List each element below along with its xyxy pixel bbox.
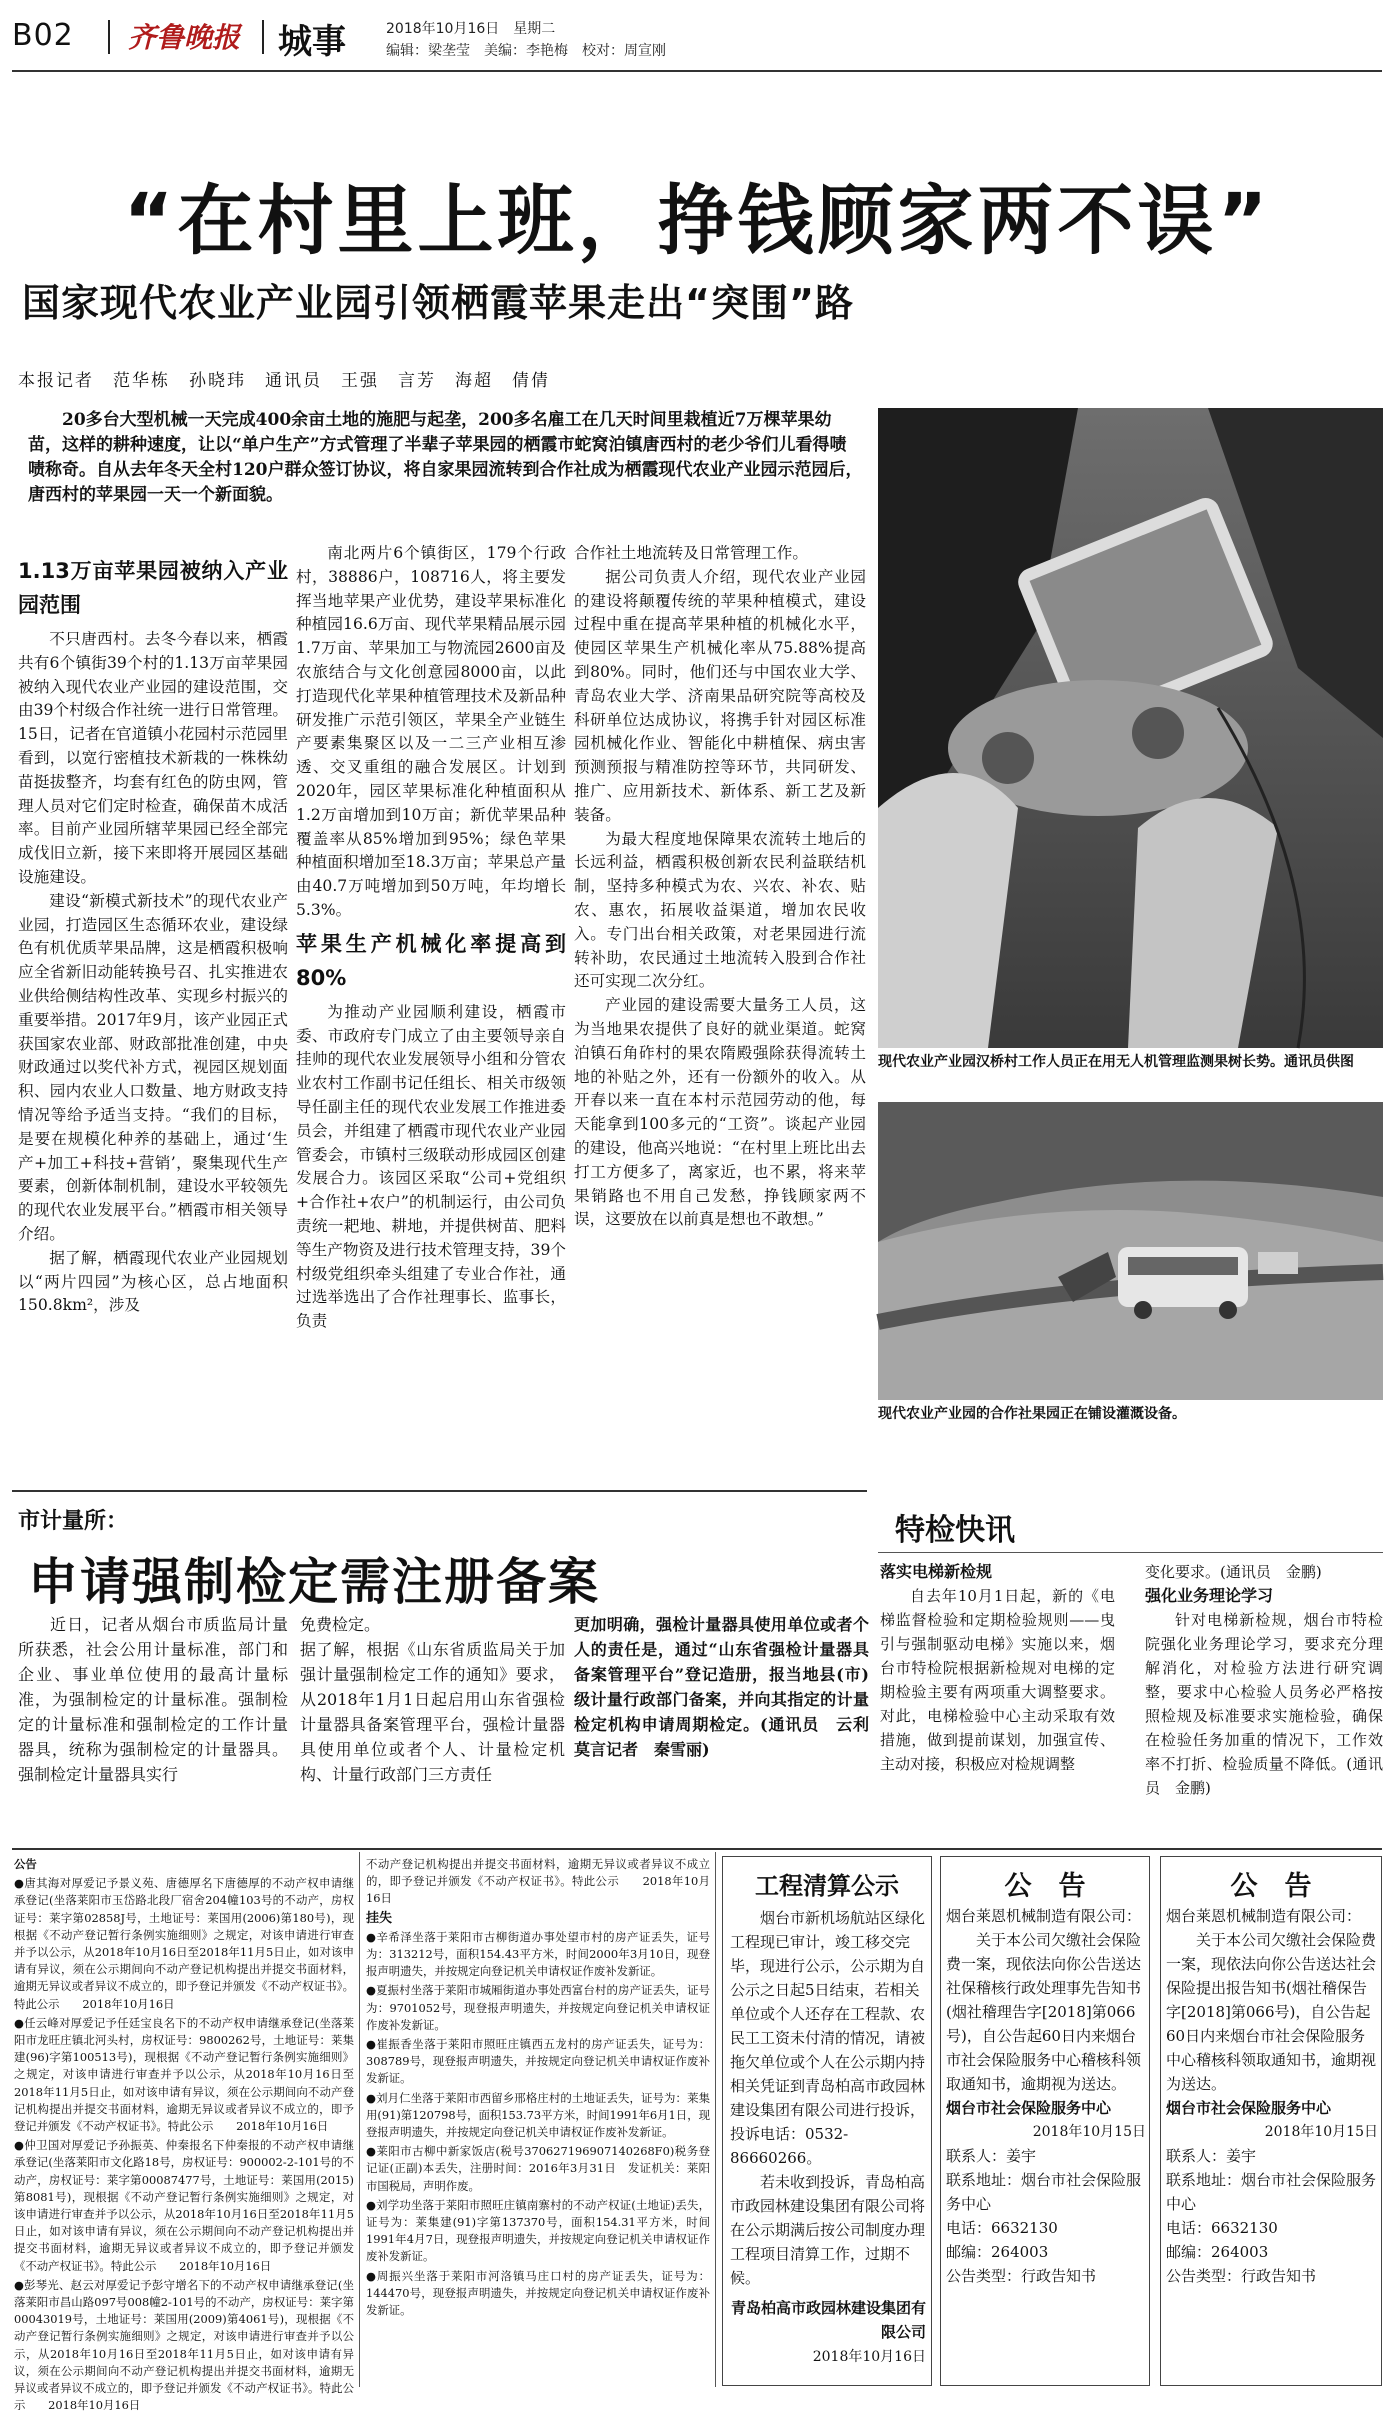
photo-drone-image (878, 408, 1383, 1048)
contact-address: 联系地址：烟台市社会保险服务中心 (1166, 2171, 1377, 2213)
header-meta (386, 18, 666, 62)
photo-irrigation (878, 1102, 1383, 1400)
notice-a-body (946, 1904, 1146, 2384)
story-tag: 特检快讯 (895, 1513, 1015, 1548)
story3-column-1 (880, 1560, 1115, 1840)
notice-signature: 烟台市社会保险服务中心 (1166, 2099, 1332, 2117)
header-divider (262, 20, 264, 54)
article-column-2 (296, 542, 566, 1485)
column-divider (715, 1852, 716, 2387)
paragraph: 若未收到投诉，青岛柏高市政园林建设集团有限公司将在公示期满后按公司制度办理工程项目清算工作，过期不候。 (730, 2173, 926, 2287)
section-heading: 1.13万亩苹果园被纳入产业园范围 (18, 559, 288, 617)
classified-heading: 挂失 (366, 1910, 393, 1926)
paragraph: 产业园的建设需要大量务工人员，这为当地果农提供了良好的就业渠道。蛇窝泊镇石角砟村的果农隋殿强除获得流转土地的补贴之外，还有一份额外的收入。从开春以来一直在本村示范园劳动的他，每天能拿到100多元的“工资”。谈起产业园的建设，他高兴地说：“在村里上班比出去打工方便多了，离家近，也不累，将来苹果销路也不用自己发愁，挣钱顾家两不误，这要放在以前真是想也不敢想。” (574, 996, 866, 1229)
classified-item: 不动产登记机构提出并提交书面材料，逾期无异议或者异议不成立的，即予登记并颁发《不动产权证书》。特此公示 2018年10月16日 (366, 1857, 710, 1906)
lead-paragraph: 20多台大型机械一天完成400余亩土地的施肥与起垄，200多名雇工在几天时间里栽植近7万棵苹果幼苗，这样的耕种速度，让以“单户生产”方式管理了半辈子苹果园的栖霞市蛇窝泊镇唐西村的老少爷们儿看得啧啧称奇。自从去年冬天全村120户群众签订协议，将自家果园流转到合作社成为栖霞现代农业产业园示范园后，唐西村的苹果园一天一个新面貌。 (28, 410, 863, 505)
notice-date: 2018年10月15日 (1032, 2124, 1146, 2140)
section-name: 城事 (278, 22, 346, 62)
sub-headline: 国家现代农业产业园引领栖霞苹果走出“突围”路 (22, 281, 854, 325)
contact-phone: 电话：6632130 (1166, 2219, 1278, 2237)
contact-person: 联系人：姜宇 (946, 2147, 1037, 2165)
paragraph: 为推动产业园顺利建设，栖霞市委、市政府专门成立了由主要领导亲自挂帅的现代农业发展领导小组和分管农业农村工作副书记任组长、相关市级领导任副主任的现代农业发展工作推进委员会，并组建了栖霞市现代农业产业园管委会，市镇村三级联动形成园区创建发展合力。该园区采取“公司+党组织+合作社+农户”的机制运行，由公司负责统一耙地、耕地，并提供树苗、肥料等生产物资及进行技术管理支持，39个村级党组织牵头组建了专业合作社，通过选举选出了合作社理事长、监事长，负责 (296, 1002, 566, 1331)
issue-date: 2018年10月16日 星期二 (386, 21, 556, 37)
paragraph: 更加明确，强检计量器具使用单位或者个人的责任是，通过“山东省强检计量器具备案管理平台”登记造册，报当地县(市)级计量行政部门备案，并向其指定的计量检定机构申请周期检定。(通讯员 云利 莫言记者 秦雪丽) (574, 1615, 886, 1759)
photo-caption: 现代农业产业园的合作社果园正在铺设灌溉设备。 (878, 1406, 1186, 1422)
column-divider (359, 1852, 360, 2387)
classified-item: ●仲卫国对厚爱记予孙振英、仲秦报名下仲秦报的不动产权申请继承登记(坐落莱阳市文化路18号，房权证号：900002-2-101号的不动产，房权证号：莱字第00087477号，土地证号：莱国用(2015)第8081号)，现根据《不动产登记暂行条例实施细则》之规定，对该申请进行审查并予以公示，从2018年10月16日至2018年11月5日止，如对该申请有异议，须在公示期间向不动产登记机构提出并提交书面材料，逾期无异议或者异议不成立的，即予登记并颁发《不动产权证书》。特此公示 2018年10月16日 (14, 2138, 354, 2273)
contact-phone: 电话：6632130 (946, 2219, 1058, 2237)
classified-item: ●辛希泽坐落于莱阳市古柳街道办事处望市村的房产证丢失，证号为：313212号，面积154.43平方米，时间2000年3月10日，现登报声明遗失，并按规定向登记机关申请权证作废补发新证。 (366, 1929, 710, 1979)
classified-item: ●刘学功坐落于莱阳市照旺庄镇南寨村的不动产权证(土地证)丢失，证号为：莱集建(91)字第137370号，面积154.31平方米，时间1991年4月7日，现登报声明遗失，并按规定向登记机关申请权证作废补发新证。 (366, 2197, 710, 2264)
paragraph: 烟台市新机场航站区绿化工程现已审计，竣工移交完毕，现进行公示，公示期为自公示之日起5日结束，若相关单位或个人还存在工程款、农民工工资未付清的情况，请被拖欠单位或个人在公示期内持相关凭证到青岛柏高市政园林建设集团有限公司进行投诉，投诉电话：0532-86660266。 (730, 1909, 926, 2167)
classified-item: ●周振兴坐落于莱阳市河洛镇马庄口村的房产证丢失，证号为：144470号，现登报声明遗失，并按规定向登记机关申请权证作废补发新证。 (366, 2268, 710, 2318)
contact-person: 联系人：姜宇 (1166, 2147, 1257, 2165)
paragraph: 针对电梯新检规，烟台市特检院强化业务理论学习，要求充分理解消化，对检验方法进行研究调整，要求中心检验人员务必严格按照检规及标准要求实施检验，确保在检验任务加重的情况下，工作效率不打折、检验质量不降低。(通讯员 金鹏) (1145, 1611, 1383, 1797)
section-rule (12, 1848, 1382, 1850)
notice-type: 公告类型：行政告知书 (1166, 2267, 1317, 2285)
paragraph: 合作社土地流转及日常管理工作。 (574, 544, 808, 562)
notice-title: 工程清算公示 (755, 1872, 899, 1900)
paragraph: 建设“新模式新技术”的现代农业产业园，打造园区生态循环农业，建设绿色有机优质苹果品牌，这是栖霞积极响应全省新旧动能转换号召、扎实推进农业供给侧结构性改革、实现乡村振兴的重要举措。2017年9月，该产业园正式获国家农业部、财政部批准创建，中央财政通过以奖代补方式，视园区规划面积、园内农业人口数量、地方财政支持情况等给予适当支持。“我们的目标，是要在规模化种养的基础上，通过‘生产+加工+科技+营销’，聚集现代生产要素，创新体制机制，建设水平较领先的现代农业发展平台。”栖霞市相关领导介绍。 (18, 891, 288, 1243)
editor-credits: 编辑：梁垄莹 美编：李艳梅 校对：周宣刚 (386, 43, 666, 59)
photo-irrigation-image (878, 1102, 1383, 1400)
notice-date: 2018年10月15日 (1264, 2124, 1378, 2140)
notice-title: 公 告 (1230, 1871, 1312, 1902)
sub-heading: 强化业务理论学习 (1145, 1586, 1274, 1605)
paragraph: 免费检定。 据了解，根据《山东省质监局关于加强计量强制检定工作的通知》要求，从2018年1月1日起启用山东省强检计量器具备案管理平台，强检计量器具使用单位或者个人、计量检定机构、计量行政部门三方责任 (300, 1615, 565, 1784)
notice-title: 公 告 (1004, 1871, 1086, 1902)
paragraph: 为最大程度地保障果农流转土地后的长远利益，栖霞积极创新农民利益联结机制，坚持多种模式为农、兴农、补农、贴农、惠农，拓展收益渠道，增加农民收入。专门出台相关政策，对老果园进行流转补助，农民通过土地流转入股到合作社还可实现二次分红。 (574, 829, 866, 991)
notice-date: 2018年10月16日 (812, 2349, 926, 2365)
paragraph: 变化要求。(通讯员 金鹏) (1145, 1563, 1322, 1581)
classified-item: ●崔振香坐落于莱阳市照旺庄镇西五龙村的房产证丢失，证号为：308789号，现登报声明遗失，并按规定向登记机关申请权证作废补发新证。 (366, 2037, 710, 2086)
paragraph: 南北两片6个镇街区，179个行政村，38886户，108716人，将主要发挥当地苹果产业优势，建设苹果标准化种植园16.6万亩、现代苹果精品展示园1.7万亩、苹果加工与物流园2600亩及农旅结合与文化创意园8000亩，以此打造现代化苹果种植管理技术及新品种研发推广示范引领区，苹果全产业链生产要素集聚区以及一二三产业相互渗透、交叉重组的融合发展区。计划到2020年，园区苹果标准化种植面积从1.2万亩增加到10万亩；新优苹果品种覆盖率从85%增加到95%；绿色苹果种植面积增加至18.3万亩；苹果总产量由40.7万吨增加到50万吨，年均增长5.3%。 (296, 544, 566, 919)
notice-signature: 烟台市社会保险服务中心 (946, 2099, 1112, 2117)
classified-item: ●彭琴光、赵云对厚爱记予彭守增名下的不动产权申请继承登记(坐落莱阳市昌山路097号008幢2-101号的不动产，房权证号：莱字第00043019号，土地证号：莱国用(2009)第4061号)，现根据《不动产登记暂行条例实施细则》之规定，对该申请进行审查并予以公示，从2018年10月16日至2018年11月5日止，如对该申请有异议，须在公示期间向不动产登记机构提出并提交书面材料，逾期无异议或者异议不成立的，即予登记并颁发《不动产权证书》。特此公示 2018年10月16日 (14, 2277, 354, 2413)
paragraph: 关于本公司欠缴社会保险费一案，现依法向你公告送达社保稽核行政处理事先告知书(烟社稽理告字[2018]第066号)，自公告起60日内来烟台市社会保险服务中心稽核科领取通知书，逾期视为送达。 (946, 1931, 1142, 2093)
paragraph: 关于本公司欠缴社会保险费一案，现依法向你公告送达社会保险提出报告知书(烟社稽保告字[2018]第066号)，自公告起60日内来烟台市社会保险服务中心稽核科领取通知书，逾期视为送达。 (1166, 1931, 1377, 2093)
section-rule (12, 1490, 867, 1492)
notice-body (730, 1906, 926, 2286)
classified-item: ●刘月仁坐落于莱阳市西留乡邢格庄村的土地证丢失，证号为：莱集用(91)第120798号，面积153.73平方米，时间1991年6月1日，现登报声明遗失，并按规定向登记机关申请权证作废补发新证。 (366, 2090, 710, 2140)
header-rule (12, 70, 1382, 72)
contact-postcode: 邮编：264003 (946, 2243, 1049, 2261)
page-number: B02 (12, 18, 74, 53)
classified-heading: 公告 (14, 1857, 37, 1871)
article-column-3 (574, 542, 866, 1485)
paragraph: 近日，记者从烟台市质监局计量所获悉，社会公用计量标准，部门和企业、事业单位使用的最高计量标准，为强制检定的计量标准。强制检定的计量标准和强制检定的工作计量器具，统称为强制检定的计量器具。强制检定计量器具实行 (18, 1615, 288, 1784)
paragraph: 据了解，栖霞现代农业产业园规划以“两片四园”为核心区，总占地面积150.8km²，涉及 (18, 1248, 288, 1315)
notice-b-body (1166, 1904, 1378, 2384)
story-title: 申请强制检定需注册备案 (28, 1553, 600, 1611)
photo-drone-controller (878, 408, 1383, 1048)
paragraph: 不只唐西村。去冬今春以来，栖霞共有6个镇街39个村的1.13万亩苹果园被纳入现代农业产业园的建设范围，交由39个村级合作社统一进行日常管理。15日，记者在官道镇小花园村示范园里看到，以宽行密植技术新栽的一株株幼苗挺拔整齐，均套有红色的防虫网，管理人员对它们定时检查，确保苗木成活率。目前产业园所辖苹果园已经全部完成伐旧立新，接下来即将开展园区基础设施建设。 (18, 630, 288, 886)
main-headline: “在村里上班，挣钱顾家两不误” (123, 176, 1272, 265)
classified-item: ●夏振村坐落于莱阳市城厢街道办事处西富台村的房产证丢失，证号为：9701052号，现登报声明遗失，并按规定向登记机关申请权证作废补发新证。 (366, 1983, 710, 2032)
story-tag: 市计量所： (18, 1509, 129, 1534)
paragraph: 据公司负责人介绍，现代农业产业园的建设将颠覆传统的苹果种植模式，建设过程中重在提高苹果种植的机械化水平，使园区苹果生产机械化率从75.88%提高到80%。同时，他们还与中国农业大学、青岛农业大学、济南果品研究院等高校及科研单位达成协议，将携手针对园区标准园机械化作业、智能化中耕植保、病虫害预测预报与精准防控等环节，共同研发、推广、应用新技术、新体系、新工艺及新装备。 (574, 567, 866, 824)
article-column-1 (18, 550, 288, 1485)
story2-column-3 (574, 1612, 886, 1837)
contact-address: 联系地址：烟台市社会保险服务中心 (946, 2171, 1142, 2213)
classified-item: ●唐其海对厚爱记予景义苑、唐德厚名下唐德厚的不动产权申请继承登记(坐落莱阳市玉岱路北段厂宿舍204幢103号的不动产，房权证号：莱字第02858J号，土地证号：莱国用(2006)第180号)，现根据《不动产登记暂行条例实施细则》之规定，对该申请进行审查并予以公示，从2018年10月16日至2018年11月5日止，如对该申请有异议，须在公示期间向不动产登记机构提出并提交书面材料，逾期无异议或者异议不成立的，即予登记并颁发《不动产权证书》。特此公示 2018年10月16日 (14, 1876, 354, 2011)
classified-item: ●任云峰对厚爱记予任廷宝良名下的不动产权申请继承登记(坐落莱阳市龙旺庄镇北河头村，房权证号：9800262号，土地证号：莱集建(96)字第100513号)，现根据《不动产登记暂行条例实施细则》之规定，对该申请进行审查并予以公示，从2018年10月16日至2018年11月5日止，如对该申请有异议，须在公示期间向不动产登记机构提出并提交书面材料，逾期无异议或者异议不成立的，即予登记并颁发《不动产权证书》。特此公示 2018年10月16日 (14, 2015, 354, 2134)
notice-recipient: 烟台莱恩机械制造有限公司： (946, 1907, 1142, 1925)
notice-signature: 青岛柏高市政园林建设集团有限公司 (730, 2299, 926, 2341)
story2-column-1 (18, 1612, 288, 1837)
notice-recipient: 烟台莱恩机械制造有限公司： (1166, 1907, 1362, 1925)
section-rule (878, 1552, 1383, 1553)
classified-item: ●莱阳市古柳中新家饭店(税号370627196907140268F0)税务登记证(正副)本丢失，注册时间：2016年3月31日 发证机关：莱阳市国税局，声明作废。 (366, 2144, 710, 2193)
story2-column-2 (300, 1612, 565, 1837)
contact-postcode: 邮编：264003 (1166, 2243, 1269, 2261)
header-divider (108, 20, 110, 54)
section-heading: 苹果生产机械化率提高到80% (296, 931, 566, 990)
newspaper-logo: 齐鲁晚报 (128, 21, 241, 54)
paragraph: 自去年10月1日起，新的《电梯监督检验和定期检验规则——曳引与强制驱动电梯》实施以来，烟台市特检院根据新检规对电梯的定期检验主要有两项重大调整要求。对此，电梯检验中心主动采取有效措施，做到提前谋划，加强宣传、主动对接，积极应对检规调整 (880, 1587, 1115, 1773)
notice-type: 公告类型：行政告知书 (946, 2267, 1097, 2285)
classifieds-column-1 (14, 1856, 354, 2413)
byline: 本报记者 范华栋 孙晓玮 通讯员 王强 言芳 海超 倩倩 (18, 371, 550, 391)
sub-heading: 落实电梯新检规 (880, 1562, 993, 1581)
story3-column-2 (1145, 1560, 1383, 1840)
classifieds-column-2 (366, 1856, 710, 2386)
photo-caption: 现代农业产业园汉桥村工作人员正在用无人机管理监测果树长势。通讯员供图 (878, 1054, 1354, 1070)
